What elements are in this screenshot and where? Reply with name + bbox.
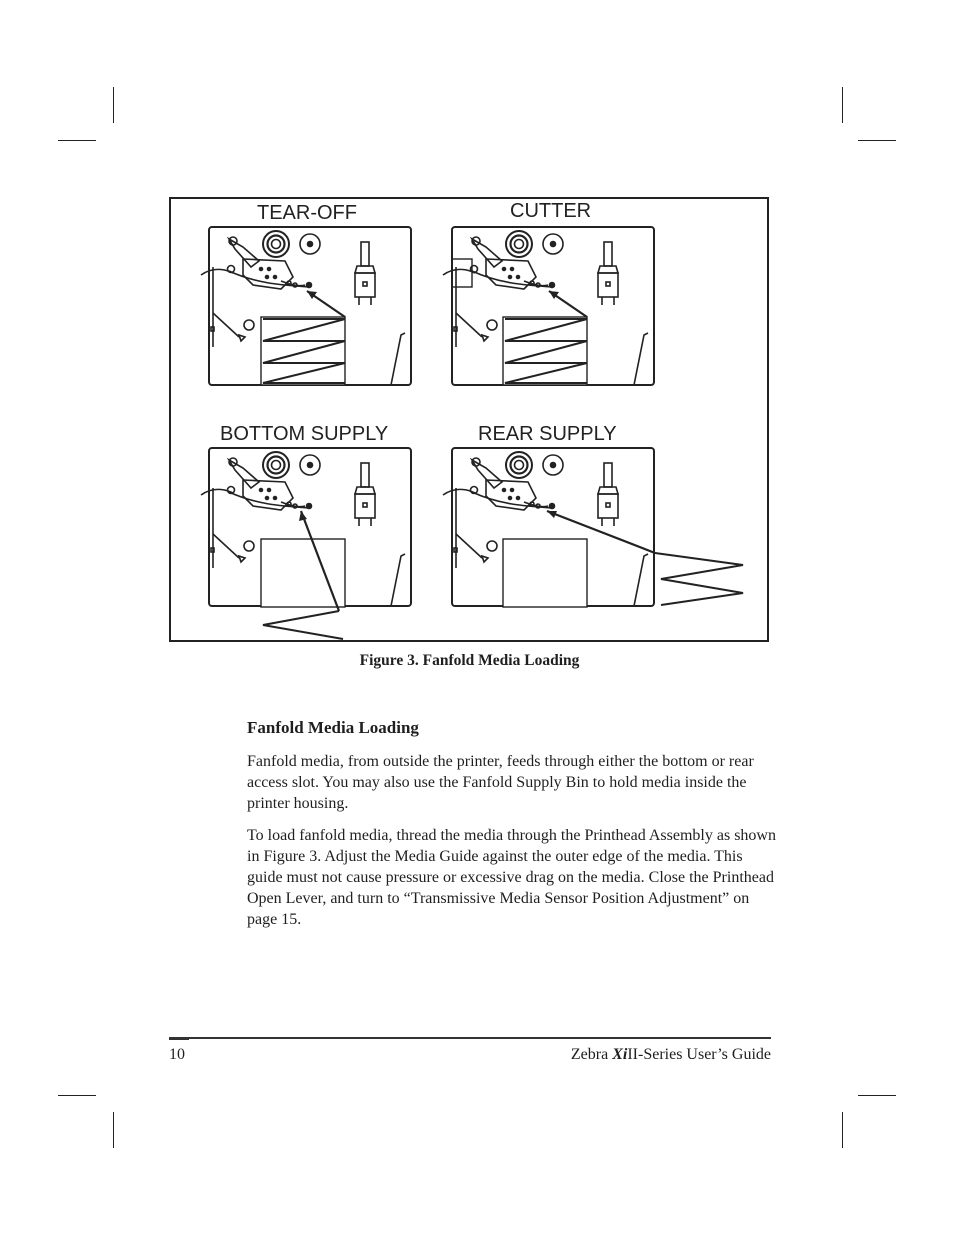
crop-mark [858, 140, 896, 141]
crop-mark [113, 87, 114, 123]
crop-mark [58, 1095, 96, 1096]
footer-title-suffix: II-Series User’s Guide [627, 1046, 771, 1063]
page-number: 10 [169, 1046, 185, 1063]
panel-title-bottom-supply: BOTTOM SUPPLY [220, 423, 389, 445]
panel-title-rear-supply: REAR SUPPLY [478, 423, 617, 445]
footer-title-italic: Xi [612, 1046, 628, 1063]
footer-title-prefix: Zebra [570, 1046, 613, 1063]
panel-title-cutter: CUTTER [510, 200, 592, 222]
crop-mark [842, 1112, 843, 1148]
crop-mark [842, 87, 843, 123]
section-heading: Fanfold Media Loading [247, 718, 419, 737]
body-paragraph: To load fanfold media, thread the media through the Printhead Assembly as shown in Figure 3. Adjust the Media Guide against the outer edge of the media. This guide must not cause pressure or excessive drag on the media. Close the Printhead Open Lever, and turn to “Transmissive Media Sensor Position Adjustment” on page 15. [247, 827, 776, 928]
panel-title-tear-off: TEAR-OFF [257, 202, 357, 224]
footer-title [571, 1046, 771, 1064]
crop-mark [858, 1095, 896, 1096]
footer-rule [169, 1039, 189, 1040]
fanfold-loading-figure [169, 197, 769, 642]
footer-rule [169, 1037, 771, 1039]
printer-diagrams [171, 199, 767, 640]
crop-mark [58, 140, 96, 141]
body-paragraph: Fanfold media, from outside the printer, feeds through either the bottom or rear access slot. You may also use the Fanfold Supply Bin to hold media inside the printer housing. [247, 753, 754, 812]
crop-mark [113, 1112, 114, 1148]
figure-caption: Figure 3. Fanfold Media Loading [359, 652, 580, 669]
